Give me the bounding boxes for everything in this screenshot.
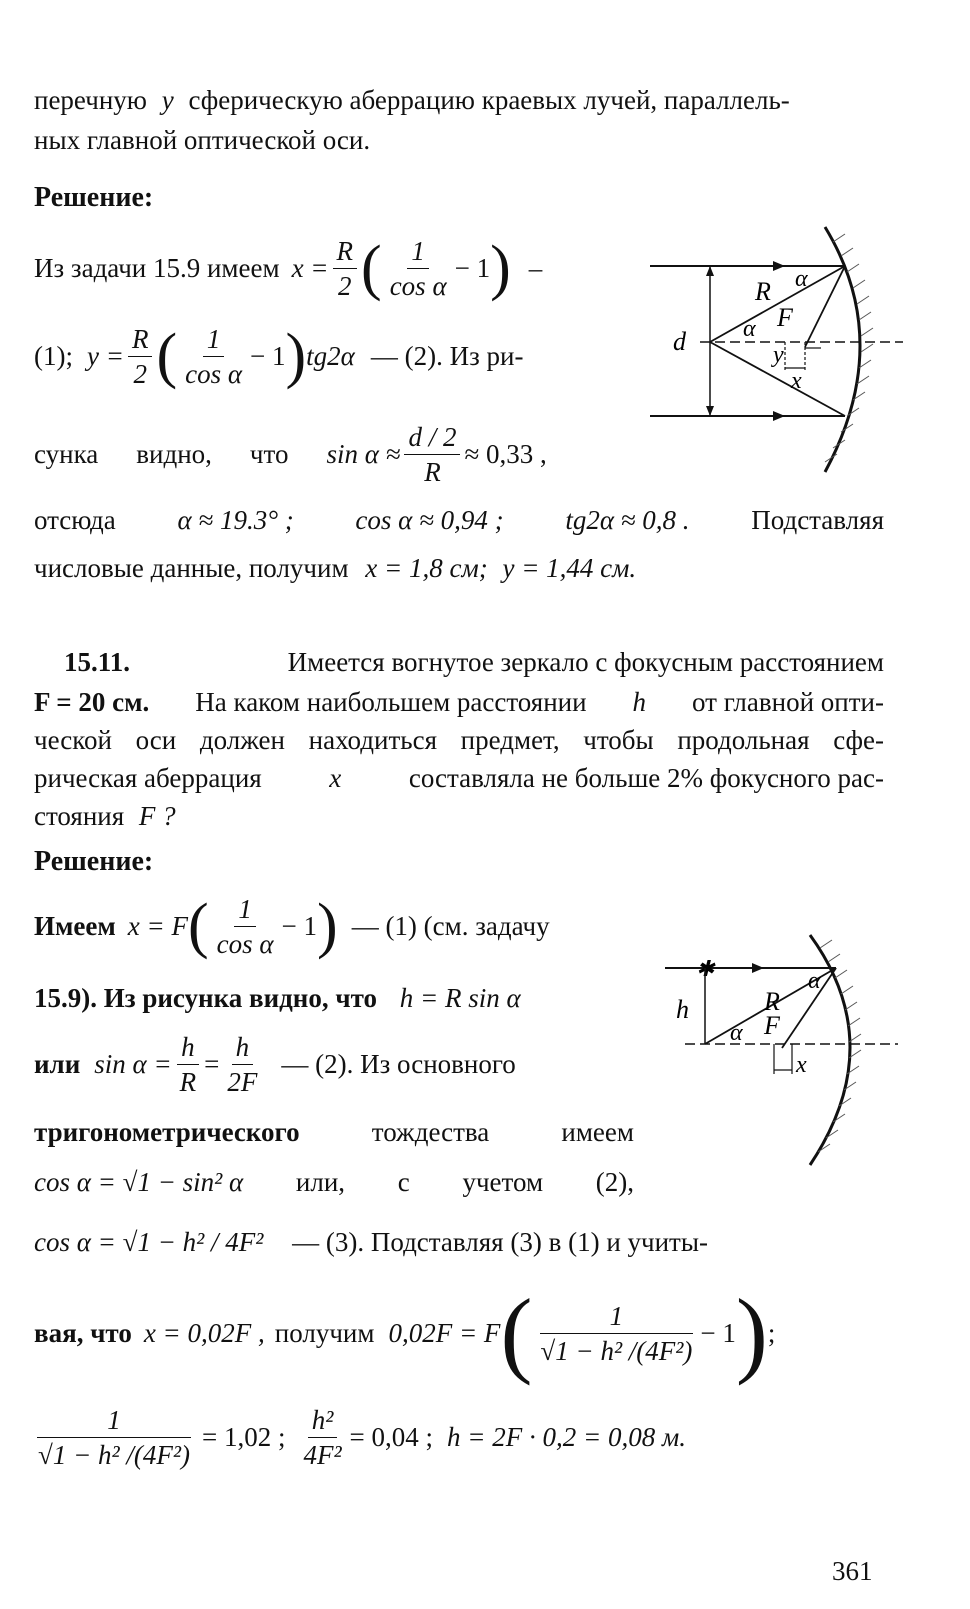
problem-text-2c: от главной опти- xyxy=(692,687,884,717)
paren-close-d: ) xyxy=(735,1279,768,1386)
star-icon: ✱ xyxy=(696,956,715,981)
problem-line-1 xyxy=(34,646,884,678)
solution1-line-4 xyxy=(34,504,884,536)
s1-alpha-val: α ≈ 19.3° ; xyxy=(177,505,294,535)
s2-ili: или xyxy=(34,1049,81,1079)
s1-eq-lhs: x = xyxy=(291,253,329,283)
s2-cos-eq: cos α = √1 − sin² α xyxy=(34,1167,244,1197)
s1-otsyuda: отсюда xyxy=(34,505,116,535)
s1-frac-d2-den: R xyxy=(424,456,441,487)
s1-frac-num-b: R xyxy=(128,322,153,357)
s2-trig: тригонометрического xyxy=(34,1117,300,1147)
s2-imeem: Имеем xyxy=(34,911,116,941)
s2-ref: — (1) (см. задачу xyxy=(351,911,550,941)
intro-line-2 xyxy=(34,124,370,156)
solution2-line-5 xyxy=(34,1166,634,1198)
s2-frac-sqrt-den: √1 − h² /(4F²) xyxy=(540,1335,693,1366)
s1-frac-cos xyxy=(386,234,451,303)
s2-frac-num: 1 xyxy=(234,892,256,927)
s2-h-result: h = 2F · 0,2 = 0,08 м. xyxy=(447,1422,686,1452)
s1-frac-num-1b: 1 xyxy=(203,322,225,357)
s2-frac-hR xyxy=(176,1030,201,1099)
s1-frac-d2-num: d / 2 xyxy=(404,420,460,455)
s2-x-eq: x = 0,02F , xyxy=(143,1318,265,1348)
intro-var-y: y xyxy=(161,85,174,115)
s2-val-004: = 0,04 ; xyxy=(349,1422,434,1452)
s1-dash: – xyxy=(528,253,543,283)
s2-frac-h2 xyxy=(299,1403,345,1472)
fig1-label-d: d xyxy=(673,327,686,356)
s1-frac-num-1: 1 xyxy=(407,234,429,269)
fig1-label-R: R xyxy=(755,277,771,306)
page-number: 361 xyxy=(832,1556,873,1586)
s2-imeem-2: имеем xyxy=(561,1117,634,1147)
s2-frac-h2F xyxy=(223,1030,261,1099)
problem-x: x xyxy=(329,763,342,793)
s1-sin-val: ≈ 0,33 , xyxy=(464,439,547,469)
fig1-label-F: F xyxy=(777,303,793,332)
fig1-label-alpha-mid: α xyxy=(743,316,756,342)
fig2-label-alpha-mid: α xyxy=(730,1020,743,1046)
s2-frac-cos xyxy=(213,892,278,961)
s2-frac-final-num: 1 xyxy=(37,1403,191,1438)
s2-uchetom: учетом xyxy=(462,1167,544,1197)
fig1-label-y: y xyxy=(773,342,784,368)
problem-text-5a: стояния xyxy=(34,801,125,831)
problem-line-2 xyxy=(34,686,884,718)
s1-result-text: числовые данные, получим xyxy=(34,553,349,583)
fig1-label-alpha-top: α xyxy=(795,266,808,292)
paren-close-b: ) xyxy=(285,322,307,390)
s1-frac-cos-b xyxy=(181,322,246,391)
s2-h-eq: h = R sin α xyxy=(399,983,521,1013)
s1-eq-y: y = xyxy=(86,341,124,371)
s1-minus-one: − 1 xyxy=(454,253,491,283)
solution2-line-1 xyxy=(34,888,550,964)
solution2-line-6 xyxy=(34,1226,708,1258)
s1-word-b: видно, xyxy=(136,439,212,469)
s1-podstavlyaya: Подставляя xyxy=(751,505,884,535)
solution1-line-3 xyxy=(34,416,547,492)
s1-tg: tg2α xyxy=(306,341,355,371)
problem-line-5 xyxy=(34,800,176,832)
problem-text-2: На каком наибольшем расстоянии xyxy=(195,687,587,717)
s1-word-a: сунка xyxy=(34,439,99,469)
s2-s: с xyxy=(397,1167,410,1197)
mirror-diagram-2 xyxy=(660,930,900,1170)
s1-frac-num: R xyxy=(333,234,358,269)
fig2-label-x: x xyxy=(796,1052,807,1078)
s1-frac-den-cos: cos α xyxy=(389,270,447,301)
solution2-line-8 xyxy=(30,1392,686,1482)
solution2-line-4 xyxy=(34,1116,634,1148)
s1-frac-R2 xyxy=(333,234,358,303)
intro-word: перечную xyxy=(34,85,147,115)
s2-frac-den: cos α xyxy=(216,928,274,959)
s2-frac-h2F-den: 2F xyxy=(227,1066,258,1097)
solution1-line-1 xyxy=(34,230,542,306)
s2-frac-sqrt xyxy=(536,1299,696,1368)
intro-line-1 xyxy=(34,84,790,116)
paren-open: ( xyxy=(361,234,382,302)
mirror-diagram-1 xyxy=(645,222,905,482)
s2-text-6: — (3). Подставляя (3) в (1) и учиты- xyxy=(292,1227,708,1257)
s2-val-102: = 1,02 ; xyxy=(201,1422,286,1452)
s1-frac-den-cos-b: cos α xyxy=(185,358,243,389)
solution1-line-5 xyxy=(34,552,636,584)
problem-F-value: F = 20 см. xyxy=(34,687,150,717)
paren-close-c: ) xyxy=(317,892,338,960)
paren-close: ) xyxy=(490,234,511,302)
s1-eq-num-1: (1); xyxy=(34,341,73,371)
s1-result-y: y = 1,44 см. xyxy=(502,553,637,583)
problem-text-1: Имеется вогнутое зеркало с фокусным расстоянием xyxy=(287,647,884,677)
solution2-line-2 xyxy=(34,982,521,1014)
s1-result-x: x = 1,8 см; xyxy=(365,553,488,583)
problem-text-3: ческой оси должен находиться предмет, чтобы продольная сфе- xyxy=(34,725,884,755)
s1-word-c: что xyxy=(249,439,289,469)
s2-vaya: вая, что xyxy=(34,1318,132,1348)
s1-cos-val: cos α ≈ 0,94 ; xyxy=(355,505,504,535)
solution-heading-2: Решение: xyxy=(34,846,154,877)
s2-semi: ; xyxy=(767,1318,776,1348)
problem-F-q: F ? xyxy=(138,801,176,831)
paren-open-d: ( xyxy=(500,1279,533,1386)
s2-frac-sqrt-num: 1 xyxy=(540,1299,694,1334)
s2-frac-hR-den: R xyxy=(179,1066,197,1097)
problem-number: 15.11. xyxy=(64,647,131,677)
s2-two: (2), xyxy=(595,1167,634,1197)
s1-minus-one-b: − 1 xyxy=(250,341,286,371)
s2-minus-2: − 1 xyxy=(700,1318,736,1348)
problem-h: h xyxy=(632,687,647,717)
fig2-label-h: h xyxy=(676,995,689,1024)
s2-sin: sin α = xyxy=(94,1049,172,1079)
s2-tozh: тождества xyxy=(371,1117,490,1147)
paren-open-c: ( xyxy=(187,892,209,960)
s1-frac-d2 xyxy=(404,420,460,489)
intro-text: сферическую аберрацию краевых лучей, параллель- xyxy=(188,85,790,115)
s1-eq-2: — (2). Из ри- xyxy=(370,341,524,371)
s2-ili-2: или, xyxy=(295,1167,346,1197)
problem-text-4b: составляла не больше 2% фокусного рас- xyxy=(408,763,884,793)
paren-open-b: ( xyxy=(156,322,178,390)
s2-eq: x = F xyxy=(127,911,188,941)
intro-text-2: ных главной оптической оси. xyxy=(34,125,371,155)
fig1-label-x: x xyxy=(791,368,802,394)
problem-line-3 xyxy=(34,724,884,756)
s1-sin: sin α ≈ xyxy=(326,439,401,469)
s2-cos-eq-2: cos α = √1 − h² / 4F² xyxy=(34,1227,264,1257)
fig2-label-F: F xyxy=(764,1011,780,1040)
s2-frac-h2-den: 4F² xyxy=(303,1439,342,1470)
solution-heading-1: Решение: xyxy=(34,182,154,213)
s1-text: Из задачи 15.9 имеем xyxy=(34,253,280,283)
s2-frac-hR-num: h xyxy=(177,1030,199,1065)
s1-frac-R2-b xyxy=(128,322,153,391)
s1-frac-den-b: 2 xyxy=(133,358,147,389)
s2-minus: − 1 xyxy=(281,911,318,941)
s2-frac-final-den: √1 − h² /(4F²) xyxy=(38,1439,190,1470)
s1-tg-val: tg2α ≈ 0,8 . xyxy=(565,505,690,535)
s2-frac-h2-num: h² xyxy=(308,1403,338,1438)
s2-poluchim: получим xyxy=(274,1318,375,1348)
s2-eq-sign: = xyxy=(204,1049,220,1079)
s2-lhs: 0,02F = F xyxy=(388,1318,501,1348)
solution1-line-2 xyxy=(34,318,523,394)
fig2-label-alpha-top: α xyxy=(808,968,821,994)
solution2-line-3 xyxy=(34,1026,516,1102)
solution2-line-7 xyxy=(34,1278,775,1388)
problem-text-4a: рическая аберрация xyxy=(34,763,262,793)
problem-line-4 xyxy=(34,762,884,794)
s2-frac-final xyxy=(34,1403,194,1472)
s1-frac-den: 2 xyxy=(338,270,352,301)
s2-frac-h2F-num: h xyxy=(232,1030,254,1065)
fig2-label-R: R xyxy=(764,987,780,1016)
s2-text-2: 15.9). Из рисунка видно, что xyxy=(34,983,377,1013)
s2-text-3b: — (2). Из основного xyxy=(281,1049,516,1079)
